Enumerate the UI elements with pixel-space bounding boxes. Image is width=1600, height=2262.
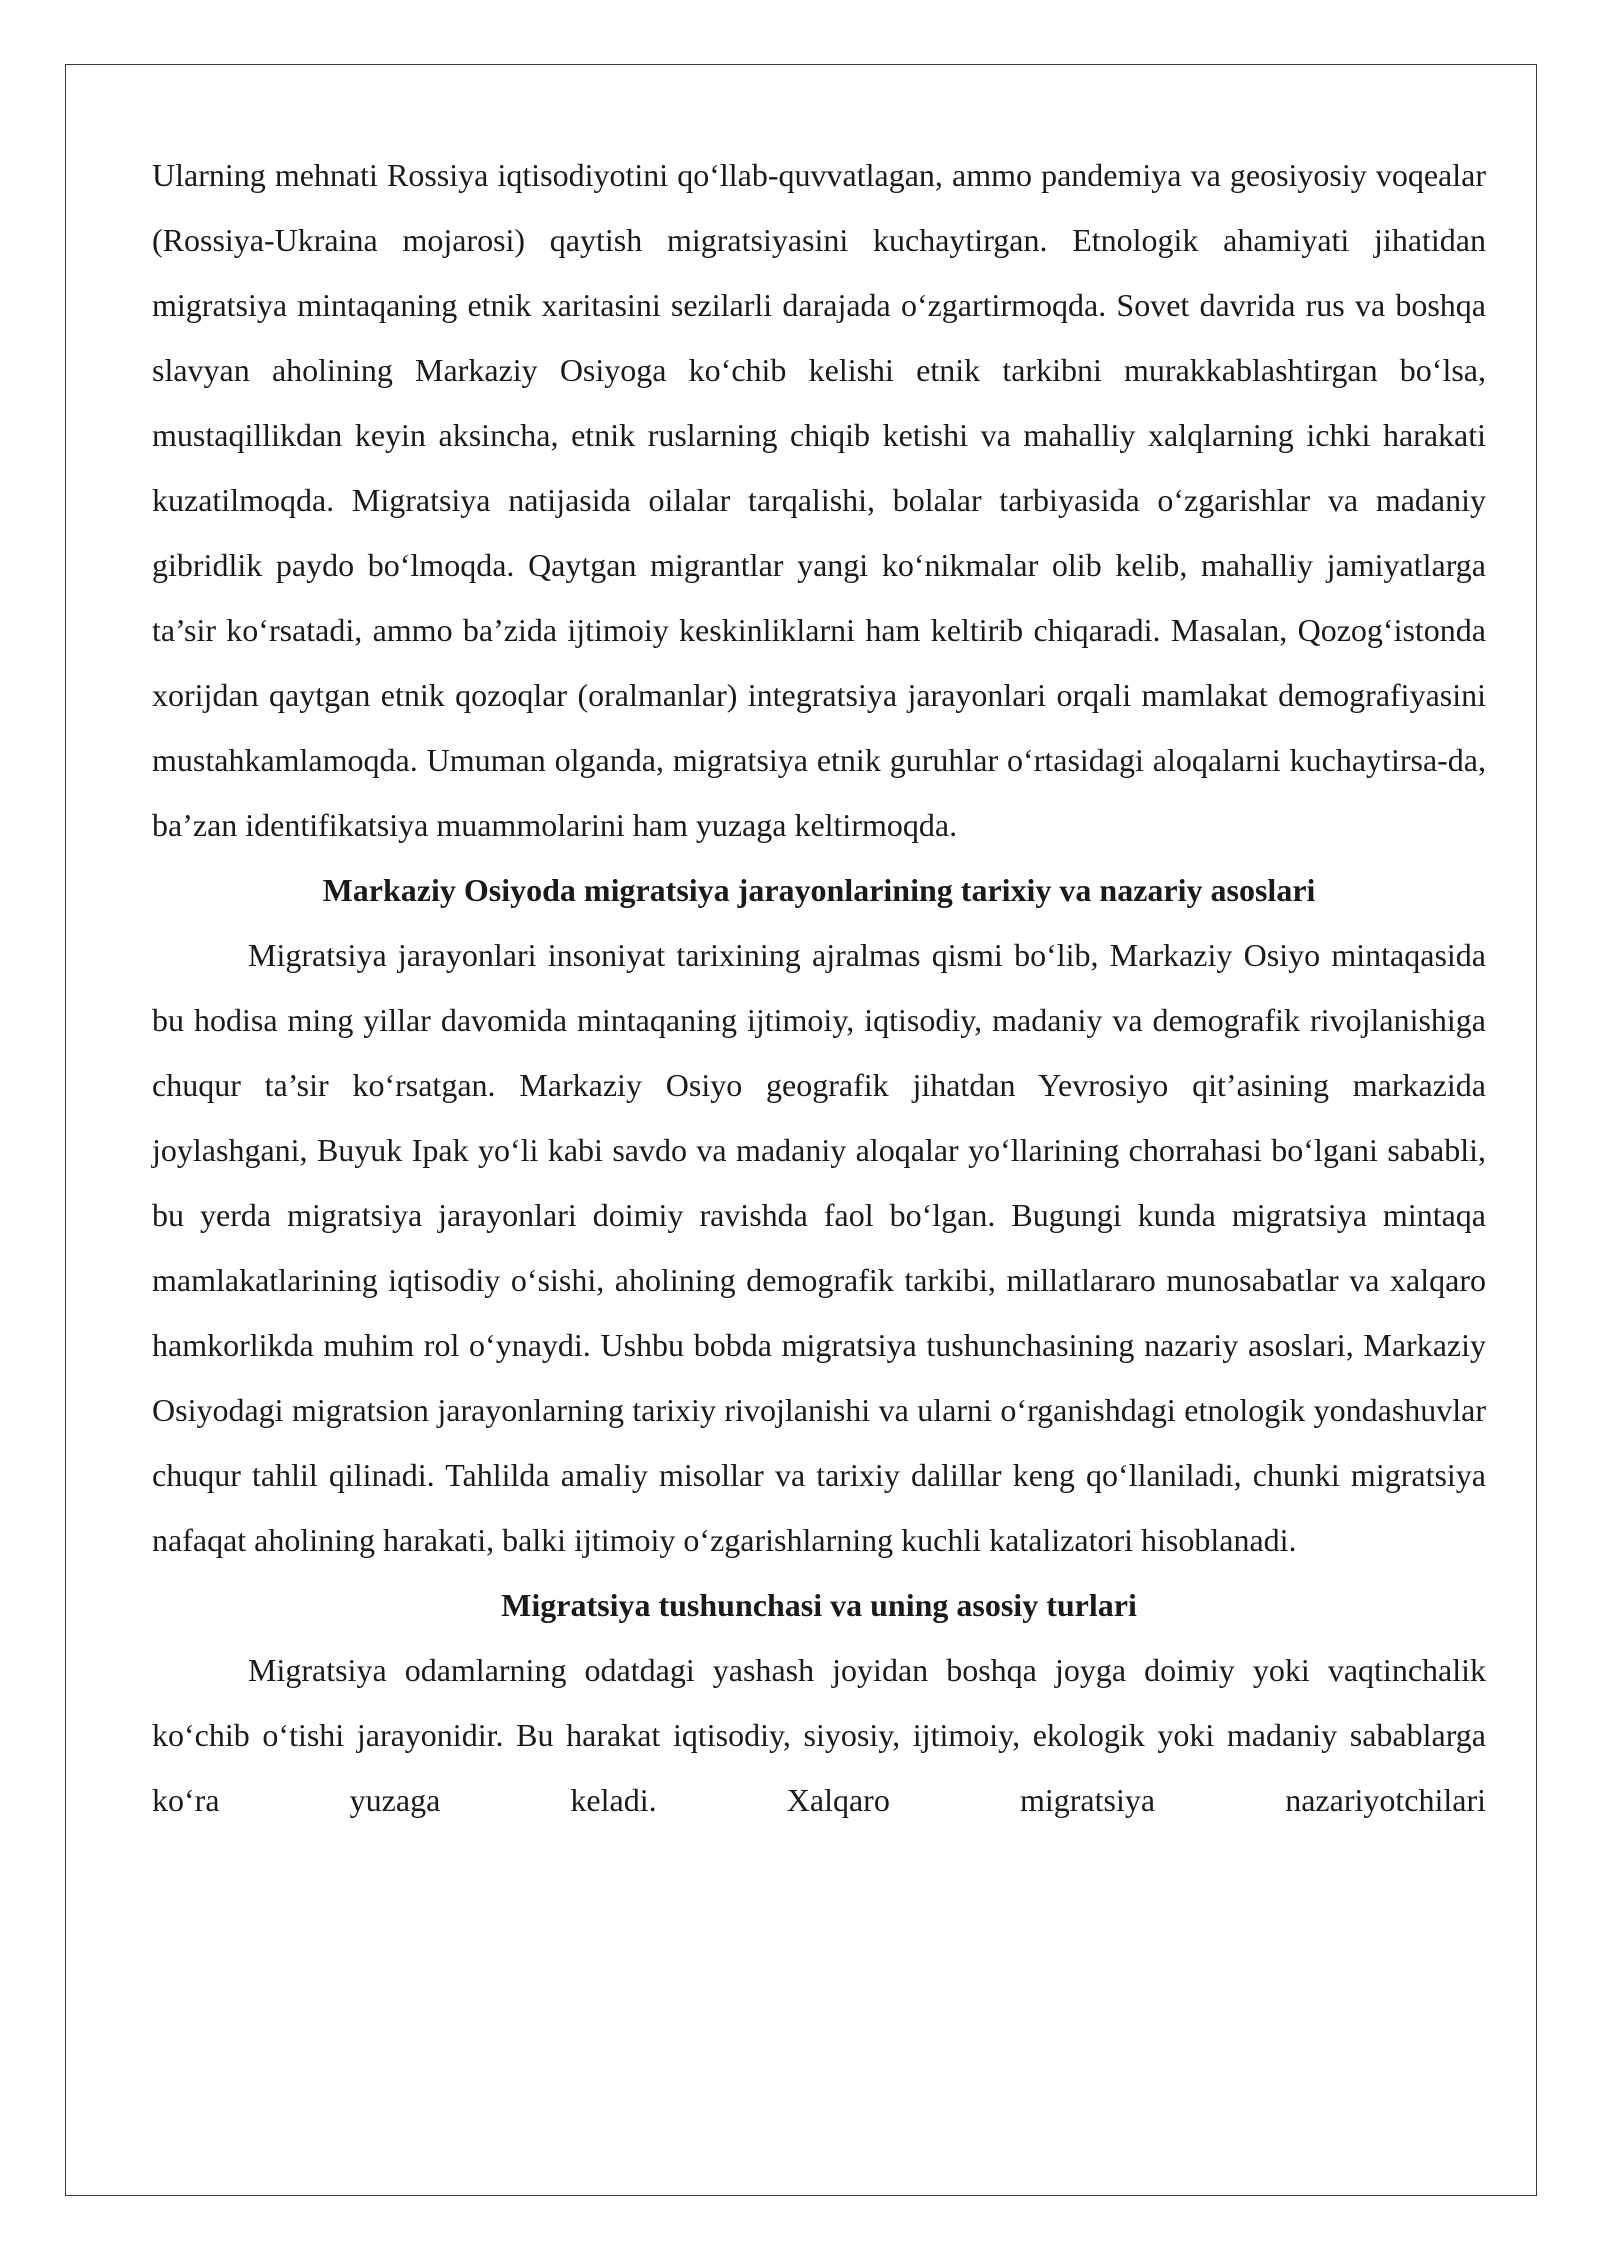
section-heading-historical-theoretical-basis: Markaziy Osiyoda migratsiya jarayonlarining tarixiy va nazariy asoslari [322,872,1316,908]
paragraph-migration-definition: Migratsiya odamlarning odatdagi yashash joyidan boshqa joyga doimiy yoki vaqtinchalik ko‘chib o‘tishi jarayonidir. Bu harakat iqtisodiy, siyosiy, ijtimoiy, ekologik yoki madaniy sabablarga ko‘ra yuzaga keladi. Xalqaro migratsiya nazariyotchilari [152,1652,1486,1818]
document-body [152,143,1486,1833]
paragraph-migration-history: Migratsiya jarayonlari insoniyat tarixining ajralmas qismi bo‘lib, Markaziy Osiyo mintaqasida bu hodisa ming yillar davomida mintaqaning ijtimoiy, iqtisodiy, madaniy va demografik rivojlanishiga chuqur ta’sir ko‘rsatgan. Markaziy Osiyo geografik jihatdan Yevrosiyo qit’asining markazida joylashgani, Buyuk Ipak yo‘li kabi savdo va madaniy aloqalar yo‘llarining chorrahasi bo‘lgani sababli, bu yerda migratsiya jarayonlari doimiy ravishda faol bo‘lgan. Bugungi kunda migratsiya mintaqa mamlakatlarining iqtisodiy o‘sishi, aholining demografik tarkibi, millatlararo munosabatlar va xalqaro hamkorlikda muhim rol o‘ynaydi. Ushbu bobda migratsiya tushunchasining nazariy asoslari, Markaziy Osiyodagi migratsion jarayonlarning tarixiy rivojlanishi va ularni o‘rganishdagi etnologik yondashuvlar chuqur tahlil qilinadi. Tahlilda amaliy misollar va tarixiy dalillar keng qo‘llaniladi, chunki migratsiya nafaqat aholining harakati, balki ijtimoiy o‘zgarishlarning kuchli katalizatori hisoblanadi. [152,937,1486,1558]
paragraph-ethnological-impact: Ularning mehnati Rossiya iqtisodiyotini qo‘llab-quvvatlagan, ammo pandemiya va geosiyosiy voqealar (Rossiya-Ukraina mojarosi) qaytish migratsiyasini kuchaytirgan. Etnologik ahamiyati jihatidan migratsiya mintaqaning etnik xaritasini sezilarli darajada o‘zgartirmoqda. Sovet davrida rus va boshqa slavyan aholining Markaziy Osiyoga ko‘chib kelishi etnik tarkibni murakkablashtirgan bo‘lsa, mustaqillikdan keyin aksincha, etnik ruslarning chiqib ketishi va mahalliy xalqlarning ichki harakati kuzatilmoqda. Migratsiya natijasida oilalar tarqalishi, bolalar tarbiyasida o‘zgarishlar va madaniy gibridlik paydo bo‘lmoqda. Qaytgan migrantlar yangi ko‘nikmalar olib kelib, mahalliy jamiyatlarga ta’sir ko‘rsatadi, ammo ba’zida ijtimoiy keskinliklarni ham keltirib chiqaradi. Masalan, Qozog‘istonda xorijdan qaytgan etnik qozoqlar (oralmanlar) integratsiya jarayonlari orqali mamlakat demografiyasini mustahkamlamoqda. Umuman olganda, migratsiya etnik guruhlar o‘rtasidagi aloqalarni kuchaytirsa-da, ba’zan identifikatsiya muammolarini ham yuzaga keltirmoqda. [152,157,1486,843]
section-heading-migration-concept: Migratsiya tushunchasi va uning asosiy turlari [501,1587,1137,1623]
